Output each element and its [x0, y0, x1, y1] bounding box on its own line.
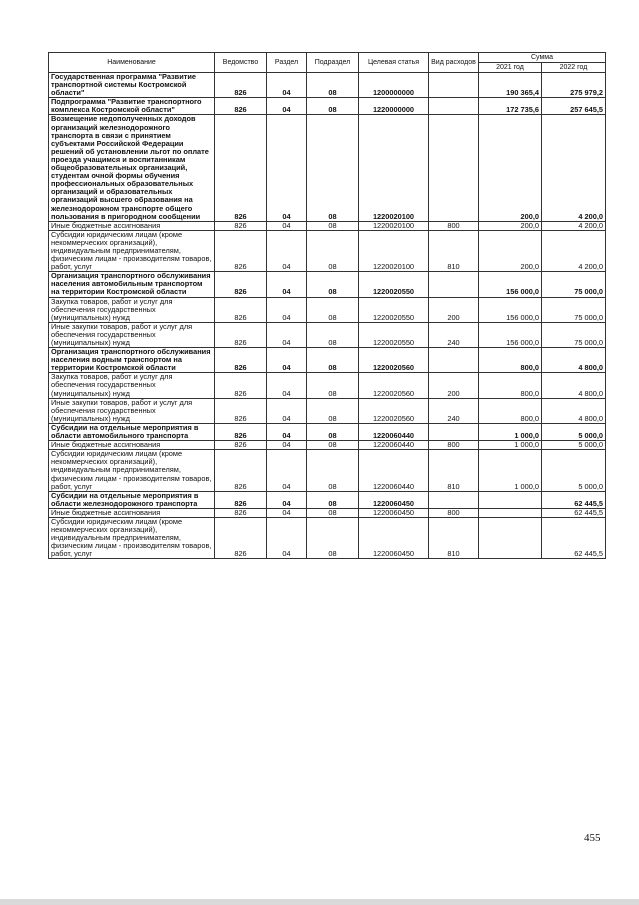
- row-sum-2022: 4 800,0: [542, 348, 606, 373]
- row-section: 04: [267, 297, 307, 322]
- row-expense: [429, 272, 479, 297]
- row-dept: 826: [215, 348, 267, 373]
- row-sum-2021: 1 000,0: [479, 441, 542, 450]
- row-section: 04: [267, 373, 307, 398]
- table-row: [49, 441, 606, 450]
- row-subsection: 08: [307, 517, 359, 558]
- row-expense: 240: [429, 398, 479, 423]
- row-sum-2021: 200,0: [479, 115, 542, 221]
- row-target: 1220020560: [359, 398, 429, 423]
- row-sum-2022: 75 000,0: [542, 297, 606, 322]
- row-name: Возмещение недополученных доходов организаций железнодорожного транспорта в связи с принятием субъектами Российской Федерации решений об установлении льгот по оплате проезда учащимся и воспитанникам общеобразовательных организаций, студентам очной формы обучения профессиональных образовательных организаций и образовательных организаций высшего образования на железнодорожном транспорте общего пользования в пригородном сообщении: [49, 115, 215, 221]
- row-sum-2021: 172 735,6: [479, 98, 542, 115]
- row-dept: 826: [215, 297, 267, 322]
- row-section: 04: [267, 348, 307, 373]
- header-target: Целевая статья: [359, 53, 429, 73]
- table-row: [49, 115, 606, 221]
- row-target: 1220020550: [359, 297, 429, 322]
- row-subsection: 08: [307, 322, 359, 347]
- row-name: Субсидии на отдельные мероприятия в области автомобильного транспорта: [49, 423, 215, 440]
- row-dept: 826: [215, 491, 267, 508]
- row-sum-2022: 5 000,0: [542, 441, 606, 450]
- table-row: [49, 508, 606, 517]
- header-section: Раздел: [267, 53, 307, 73]
- row-expense: [429, 491, 479, 508]
- row-target: 1220000000: [359, 98, 429, 115]
- row-expense: 240: [429, 322, 479, 347]
- row-sum-2022: 62 445,5: [542, 517, 606, 558]
- row-sum-2021: [479, 508, 542, 517]
- row-sum-2022: 75 000,0: [542, 322, 606, 347]
- row-name: Подпрограмма "Развитие транспортного комплекса Костромской области": [49, 98, 215, 115]
- header-dept: Ведомство: [215, 53, 267, 73]
- row-name: Закупка товаров, работ и услуг для обеспечения государственных (муниципальных) нужд: [49, 373, 215, 398]
- row-section: 04: [267, 508, 307, 517]
- row-expense: 200: [429, 297, 479, 322]
- row-subsection: 08: [307, 230, 359, 271]
- row-dept: 826: [215, 221, 267, 230]
- row-section: 04: [267, 423, 307, 440]
- table-row: [49, 221, 606, 230]
- row-section: 04: [267, 221, 307, 230]
- row-dept: 826: [215, 322, 267, 347]
- row-subsection: 08: [307, 450, 359, 491]
- row-section: 04: [267, 450, 307, 491]
- row-subsection: 08: [307, 221, 359, 230]
- table-row: [49, 272, 606, 297]
- row-dept: 826: [215, 272, 267, 297]
- page-number: 455: [584, 832, 601, 844]
- row-name: Иные бюджетные ассигнования: [49, 221, 215, 230]
- row-expense: 810: [429, 230, 479, 271]
- row-dept: 826: [215, 373, 267, 398]
- table-body: [49, 73, 606, 559]
- header-expense: Вид расходов: [429, 53, 479, 73]
- row-subsection: 08: [307, 98, 359, 115]
- row-target: 1220060450: [359, 517, 429, 558]
- row-name: Иные бюджетные ассигнования: [49, 508, 215, 517]
- row-sum-2022: 4 200,0: [542, 115, 606, 221]
- row-expense: [429, 98, 479, 115]
- row-sum-2022: 4 800,0: [542, 398, 606, 423]
- row-name: Субсидии на отдельные мероприятия в области железнодорожного транспорта: [49, 491, 215, 508]
- row-sum-2021: 800,0: [479, 373, 542, 398]
- row-sum-2021: 800,0: [479, 398, 542, 423]
- row-sum-2022: 5 000,0: [542, 450, 606, 491]
- row-name: Субсидии юридическим лицам (кроме некоммерческих организаций), индивидуальным предпринимателям, физическим лицам - производителям товаров, работ, услуг: [49, 450, 215, 491]
- row-sum-2021: 1 000,0: [479, 423, 542, 440]
- row-subsection: 08: [307, 348, 359, 373]
- row-subsection: 08: [307, 491, 359, 508]
- header-sum: Сумма: [479, 53, 606, 63]
- row-name: Субсидии юридическим лицам (кроме некоммерческих организаций), индивидуальным предпринимателям, физическим лицам - производителям товаров, работ, услуг: [49, 230, 215, 271]
- row-dept: 826: [215, 98, 267, 115]
- row-dept: 826: [215, 73, 267, 98]
- row-section: 04: [267, 491, 307, 508]
- row-dept: 826: [215, 230, 267, 271]
- row-dept: 826: [215, 441, 267, 450]
- row-subsection: 08: [307, 441, 359, 450]
- table-row: [49, 423, 606, 440]
- row-sum-2021: [479, 491, 542, 508]
- row-name: Закупка товаров, работ и услуг для обеспечения государственных (муниципальных) нужд: [49, 297, 215, 322]
- row-target: 1220020560: [359, 373, 429, 398]
- row-sum-2021: 200,0: [479, 221, 542, 230]
- row-section: 04: [267, 398, 307, 423]
- row-target: 1220020100: [359, 115, 429, 221]
- row-target: 1220060440: [359, 423, 429, 440]
- row-target: 1220020550: [359, 272, 429, 297]
- row-target: 1220060450: [359, 508, 429, 517]
- row-section: 04: [267, 115, 307, 221]
- header-year-2022: 2022 год: [542, 63, 606, 73]
- row-expense: [429, 423, 479, 440]
- header-subsection: Подраздел: [307, 53, 359, 73]
- row-subsection: 08: [307, 272, 359, 297]
- row-sum-2022: 75 000,0: [542, 272, 606, 297]
- table-row: [49, 98, 606, 115]
- row-sum-2022: 275 979,2: [542, 73, 606, 98]
- row-sum-2022: 4 200,0: [542, 230, 606, 271]
- row-sum-2022: 62 445,5: [542, 491, 606, 508]
- table-row: [49, 73, 606, 98]
- table-row: [49, 322, 606, 347]
- table-row: [49, 297, 606, 322]
- row-sum-2021: [479, 517, 542, 558]
- row-sum-2022: 62 445,5: [542, 508, 606, 517]
- row-name: Иные закупки товаров, работ и услуг для обеспечения государственных (муниципальных) нужд: [49, 398, 215, 423]
- row-expense: 200: [429, 373, 479, 398]
- row-section: 04: [267, 441, 307, 450]
- header-row: [49, 53, 606, 63]
- row-expense: [429, 348, 479, 373]
- row-dept: 826: [215, 398, 267, 423]
- row-sum-2021: 156 000,0: [479, 297, 542, 322]
- header-name: Наименование: [49, 53, 215, 73]
- row-name: Организация транспортного обслуживания населения водным транспортом на территории Костромской области: [49, 348, 215, 373]
- table-row: [49, 398, 606, 423]
- table-row: [49, 230, 606, 271]
- row-expense: 800: [429, 221, 479, 230]
- row-sum-2021: 1 000,0: [479, 450, 542, 491]
- row-section: 04: [267, 98, 307, 115]
- row-subsection: 08: [307, 73, 359, 98]
- row-dept: 826: [215, 450, 267, 491]
- table-row: [49, 348, 606, 373]
- row-target: 1220060440: [359, 441, 429, 450]
- row-target: 1220020100: [359, 221, 429, 230]
- budget-table: [48, 52, 606, 559]
- row-name: Субсидии юридическим лицам (кроме некоммерческих организаций), индивидуальным предпринимателям, физическим лицам - производителям товаров, работ, услуг: [49, 517, 215, 558]
- row-dept: 826: [215, 115, 267, 221]
- table-row: [49, 491, 606, 508]
- row-expense: 810: [429, 517, 479, 558]
- row-section: 04: [267, 517, 307, 558]
- row-section: 04: [267, 272, 307, 297]
- row-target: 1220020100: [359, 230, 429, 271]
- row-dept: 826: [215, 517, 267, 558]
- row-subsection: 08: [307, 373, 359, 398]
- row-sum-2022: 4 800,0: [542, 373, 606, 398]
- scan-edge: [0, 899, 639, 905]
- row-expense: [429, 115, 479, 221]
- table-row: [49, 373, 606, 398]
- row-dept: 826: [215, 423, 267, 440]
- row-subsection: 08: [307, 297, 359, 322]
- row-section: 04: [267, 73, 307, 98]
- row-name: Государственная программа "Развитие транспортной системы Костромской области": [49, 73, 215, 98]
- table-row: [49, 450, 606, 491]
- row-name: Иные бюджетные ассигнования: [49, 441, 215, 450]
- row-target: 1200000000: [359, 73, 429, 98]
- row-section: 04: [267, 230, 307, 271]
- row-subsection: 08: [307, 508, 359, 517]
- row-expense: 800: [429, 441, 479, 450]
- row-section: 04: [267, 322, 307, 347]
- row-expense: [429, 73, 479, 98]
- row-expense: 800: [429, 508, 479, 517]
- row-dept: 826: [215, 508, 267, 517]
- table-row: [49, 517, 606, 558]
- header-year-2021: 2021 год: [479, 63, 542, 73]
- row-sum-2021: 156 000,0: [479, 272, 542, 297]
- row-subsection: 08: [307, 423, 359, 440]
- row-target: 1220020550: [359, 322, 429, 347]
- row-name: Организация транспортного обслуживания населения автомобильным транспортом на территории Костромской области: [49, 272, 215, 297]
- row-sum-2022: 5 000,0: [542, 423, 606, 440]
- row-expense: 810: [429, 450, 479, 491]
- row-sum-2021: 156 000,0: [479, 322, 542, 347]
- row-target: 1220020560: [359, 348, 429, 373]
- row-target: 1220060440: [359, 450, 429, 491]
- row-sum-2021: 800,0: [479, 348, 542, 373]
- row-sum-2022: 257 645,5: [542, 98, 606, 115]
- row-sum-2022: 4 200,0: [542, 221, 606, 230]
- row-target: 1220060450: [359, 491, 429, 508]
- row-sum-2021: 190 365,4: [479, 73, 542, 98]
- row-sum-2021: 200,0: [479, 230, 542, 271]
- row-subsection: 08: [307, 115, 359, 221]
- row-name: Иные закупки товаров, работ и услуг для обеспечения государственных (муниципальных) нужд: [49, 322, 215, 347]
- row-subsection: 08: [307, 398, 359, 423]
